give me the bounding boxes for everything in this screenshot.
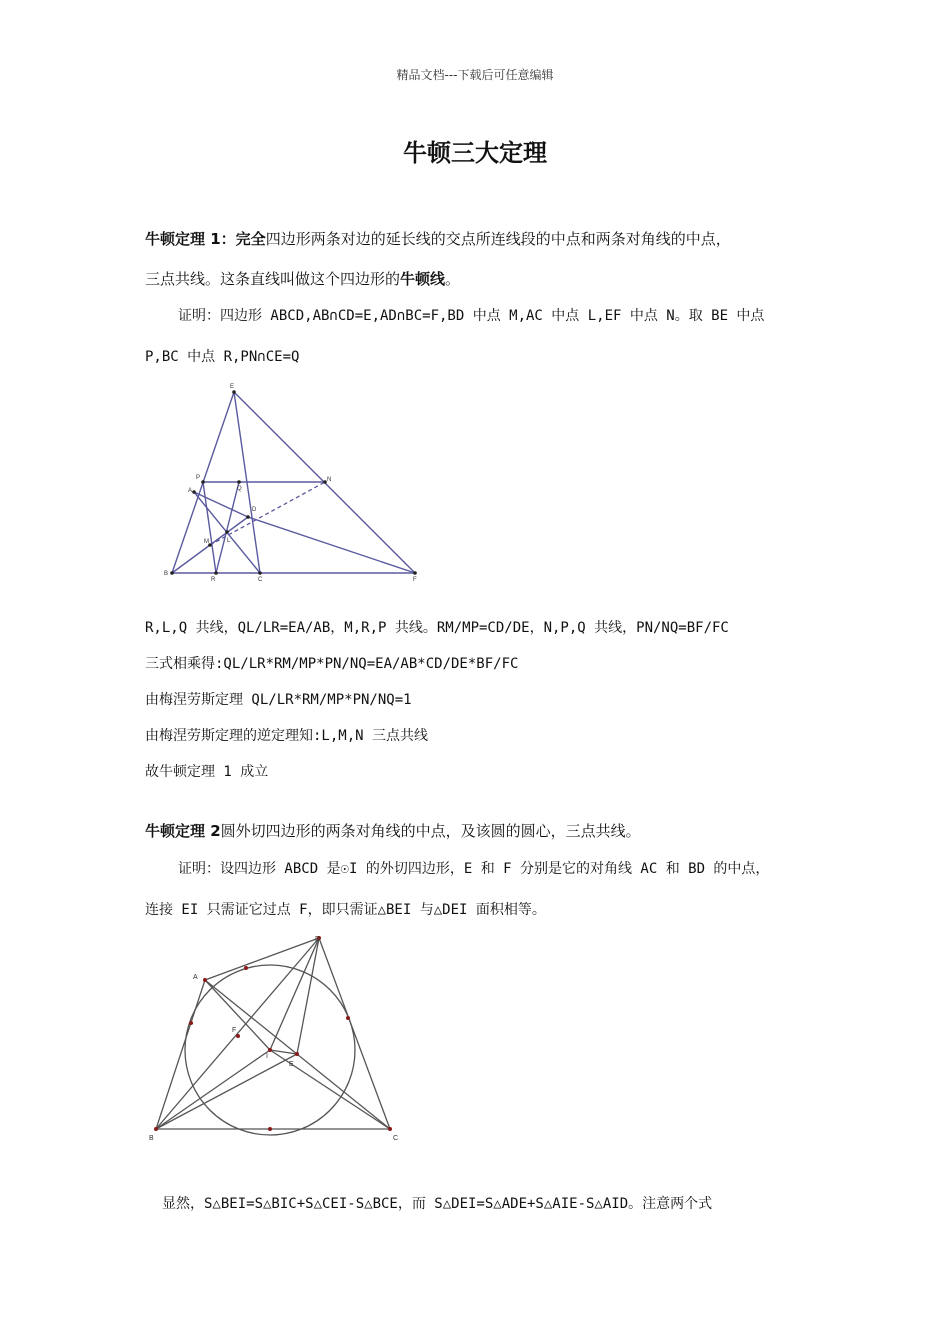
proof-step-1: R,L,Q 共线，QL/LR=EA/AB，M,R,P 共线。RM/MP=CD/DE，N,P,Q 共线，PN/NQ=BF/FC xyxy=(145,620,729,636)
proof-step-2: 三式相乘得:QL/LR*RM/MP*PN/NQ=EA/AB*CD/DE*BF/FC xyxy=(145,656,519,672)
theorem1-end: 。 xyxy=(445,270,461,288)
proof-step-4: 由梅涅劳斯定理的逆定理知:L,M,N 三点共线 xyxy=(145,728,428,744)
figure-tangential-quadrilateral xyxy=(145,932,420,1147)
label-D: D xyxy=(315,936,321,943)
line-AI xyxy=(205,980,270,1050)
theorem1-label: 牛顿定理 1： xyxy=(145,230,236,248)
theorem1-proof-line2: P,BC 中点 R,PN∩CE=Q xyxy=(145,349,300,365)
label-E: E xyxy=(289,1061,294,1068)
page-header: 精品文档---下载后可任意编辑 xyxy=(396,68,554,82)
theorem2-statement xyxy=(145,820,641,841)
proof-step-3: 由梅涅劳斯定理 QL/LR*RM/MP*PN/NQ=1 xyxy=(145,692,412,708)
figure-newton-line xyxy=(160,380,430,585)
diagonal-BD xyxy=(156,938,319,1129)
label-C: C xyxy=(258,577,263,583)
theorem2-proof-line1: 证明：设四边形 ABCD 是☉I 的外切四边形，E 和 F 分别是它的对角线 AC 和 BD 的中点， xyxy=(178,861,770,877)
label-N: N xyxy=(327,477,332,483)
theorem1-text-b: 三点共线。这条直线叫做这个四边形的 xyxy=(145,270,401,288)
theorem2-proof-line3: 显然，S△BEI=S△BIC+S△CEI-S△BCE，而 S△DEI=S△ADE+S△AIE-S△AID。注意两个式 xyxy=(162,1196,713,1212)
line-DF xyxy=(248,517,415,573)
label-P: P xyxy=(196,475,201,481)
newton-line-dashed xyxy=(210,482,325,545)
label-F: F xyxy=(413,577,417,583)
proof-step-5: 故牛顿定理 1 成立 xyxy=(145,764,269,780)
theorem1-statement xyxy=(145,228,731,249)
theorem1-term: 牛顿线 xyxy=(400,270,446,288)
theorem1-text-a: 四边形两条对边的延长线的交点所连线段的中点和两条对角线的中点， xyxy=(265,230,731,248)
label-M: M xyxy=(204,539,209,545)
label-C: C xyxy=(393,1135,399,1142)
label-B: B xyxy=(164,571,169,577)
label-L: L xyxy=(227,538,231,544)
label-D: D xyxy=(252,507,257,513)
label-A: A xyxy=(188,488,193,494)
line-DI xyxy=(270,938,319,1050)
line-DE xyxy=(297,938,319,1054)
label-R: R xyxy=(211,577,216,583)
theorem1-proof-line1: 证明：四边形 ABCD,AB∩CD=E,AD∩BC=F,BD 中点 M,AC 中点 L,EF 中点 N。取 BE 中点 xyxy=(178,308,765,324)
line-RQ xyxy=(216,482,239,573)
line-IC xyxy=(270,1050,390,1129)
theorem2-proof-line2: 连接 EI 只需证它过点 F，即只需证△BEI 与△DEI 面积相等。 xyxy=(145,902,546,918)
line-AD xyxy=(194,492,248,517)
theorem1-statement-cont xyxy=(145,268,460,289)
theorem1-bold-word: 完全 xyxy=(235,230,266,248)
label-A: A xyxy=(193,974,198,981)
label-Q: Q xyxy=(237,486,242,492)
line-PR xyxy=(203,482,216,573)
page-title: 牛顿三大定理 xyxy=(403,139,547,167)
label-F: F xyxy=(232,1027,237,1034)
label-B: B xyxy=(149,1135,154,1142)
theorem2-label: 牛顿定理 2 xyxy=(145,822,221,840)
theorem2-text: 圆外切四边形的两条对角线的中点，及该圆的圆心，三点共线。 xyxy=(220,822,641,840)
label-I: I xyxy=(266,1053,268,1060)
label-E: E xyxy=(230,384,235,390)
